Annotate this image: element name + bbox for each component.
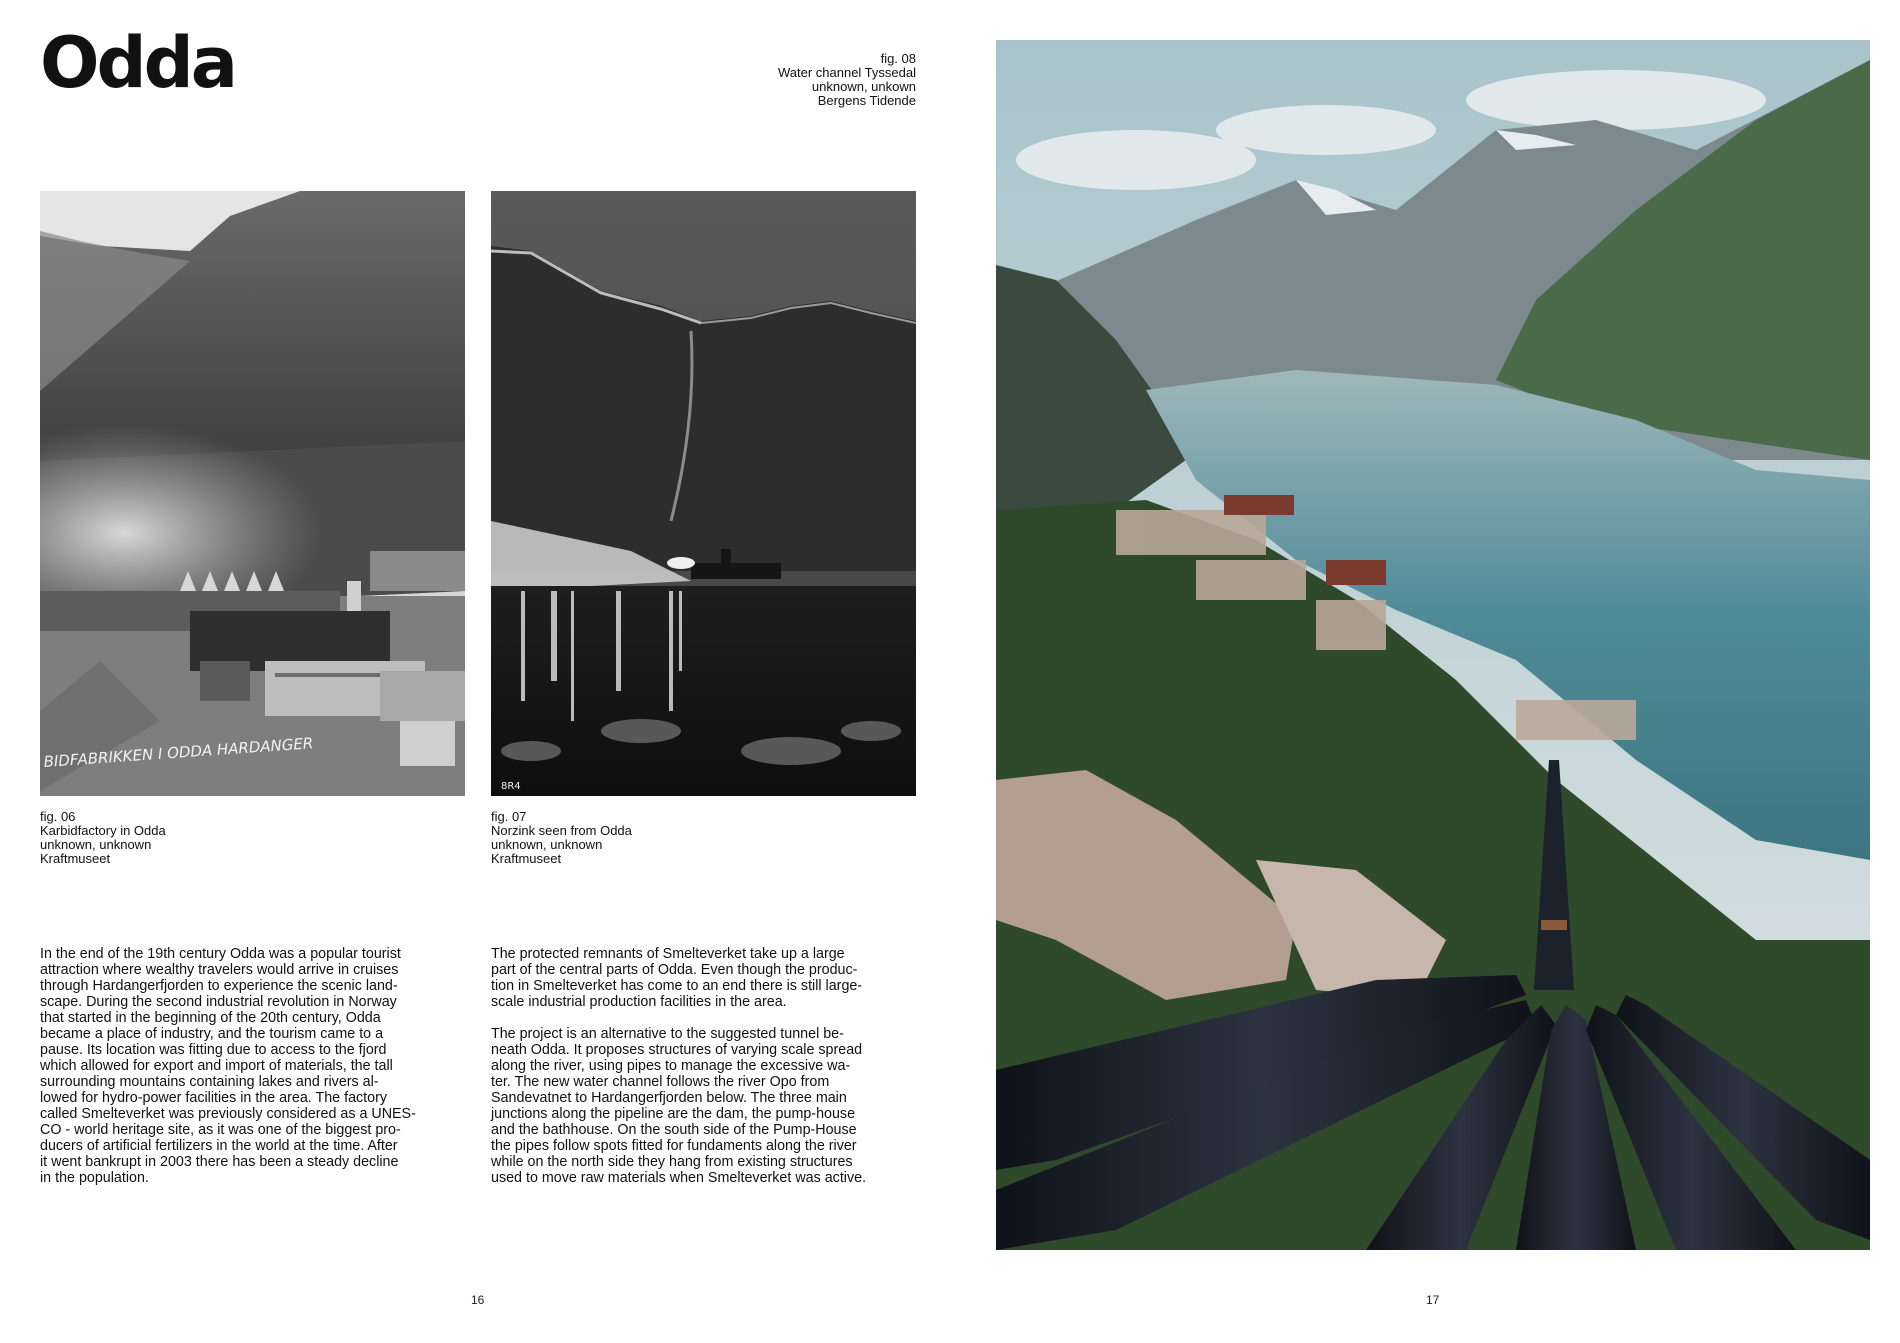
fig08-source: Bergens Tidende <box>817 93 916 108</box>
fig08-photo <box>996 40 1870 1250</box>
body-paragraph: The project is an alternative to the suggested tunnel be- neath Odda. It proposes structures of varying scale spread along the river, using pipes to manage the excessive wa- ter. The new water channel follows the river Opo from Sandevatnet to Hardangerfjorden below. The three main junctions along the pipeline are the dam, the pump-house and the bathhouse. On the south side of the Pump-House the pipes follow spots fitted for fundaments along the river while on the north side they hang from existing structures used to move raw materials when Smelteverket was active. <box>491 1026 867 1186</box>
fig07-photo <box>491 191 916 796</box>
fig07-source: Kraftmuseet <box>491 851 562 866</box>
fig07-number: fig. 07 <box>491 809 527 824</box>
page-title: Odda <box>40 22 235 104</box>
fig07-caption <box>491 810 632 866</box>
fig08-credit: unknown, unkown <box>811 79 916 94</box>
fig06-photo <box>40 191 465 796</box>
fig07-inscription: 8R4 <box>501 781 521 792</box>
fig07-credit: unknown, unknown <box>491 837 603 852</box>
body-paragraph: The protected remnants of Smelteverket take up a large part of the central parts of Odda. Even though the produc- tion in Smelteverket has come to an end there is still large- scale industrial production facilities in the area. <box>491 946 863 1010</box>
page-number-right: 17 <box>1426 1293 1440 1307</box>
fig06-number: fig. 06 <box>40 809 76 824</box>
fig08-caption <box>778 52 916 108</box>
fig06-caption <box>40 810 166 866</box>
fig08-number: fig. 08 <box>880 51 916 66</box>
fig06-inscription: BIDFABRIKKEN I ODDA HARDANGER <box>43 734 314 771</box>
body-left-column <box>40 946 465 1202</box>
page-number-left: 16 <box>471 1293 485 1307</box>
fig07-title: Norzink seen from Odda <box>491 823 632 838</box>
fig08-title: Water channel Tyssedal <box>777 65 916 80</box>
fig06-title: Karbidfactory in Odda <box>40 823 166 838</box>
fig06-source: Kraftmuseet <box>40 851 111 866</box>
body-right-column <box>491 946 916 1202</box>
fig06-credit: unknown, unknown <box>40 837 152 852</box>
body-paragraph: In the end of the 19th century Odda was a popular tourist attraction where wealthy travelers would arrive in cruises through Hardangerfjorden to experience the scenic land- scape. During the second industrial revolution in Norway that started in the beginning of the 20th century, Odda became a place of industry, and the tourism came to a pause. Its location was fitting due to access to the fjord which allowed for export and import of materials, the tall surrounding mountains containing lakes and rivers al- lowed for hydro-power facilities in the area. The factory called Smelteverket was previously considered as a UNES- CO - world heritage site, as it was one of the biggest pro- ducers of artificial fertilizers in the world at the time. After it went bankrupt in 2003 there has been a steady decline in the population. <box>40 946 416 1186</box>
